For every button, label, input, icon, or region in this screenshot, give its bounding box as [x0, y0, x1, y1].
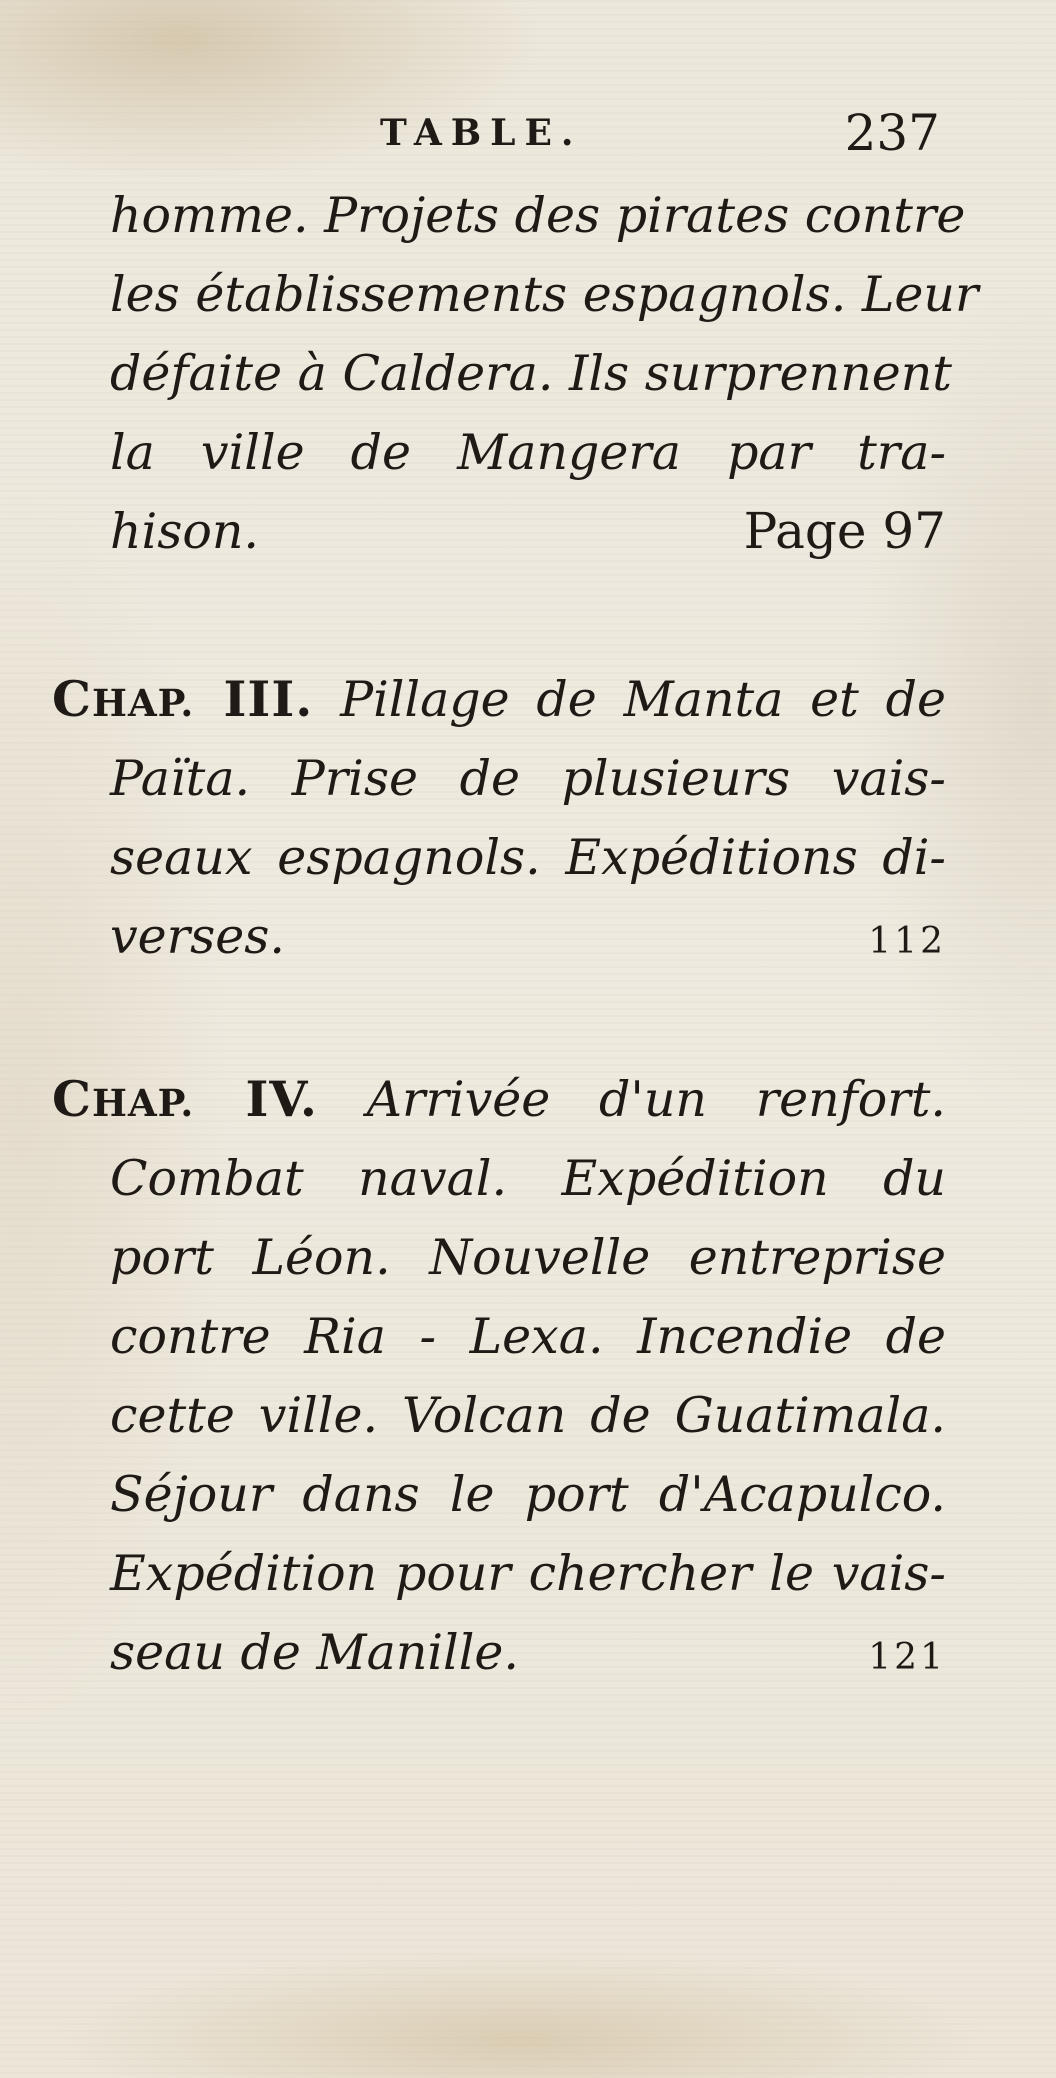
- entry-line: seaux espagnols. Expéditions di-: [110, 829, 946, 886]
- entry-line: port Léon. Nouvelle entreprise: [110, 1229, 946, 1286]
- entry-line: défaite à Caldera. Ils surprennent: [110, 345, 952, 402]
- entry-line: homme. Projets des pirates contre: [110, 187, 966, 244]
- chapter-label: [52, 1070, 318, 1128]
- page-number: 237: [844, 104, 940, 162]
- running-head: [0, 104, 1056, 174]
- entry-line: seau de Manille.: [110, 1624, 519, 1681]
- entry-first-line: [52, 1060, 946, 1139]
- chapter-label-cap: C: [52, 1070, 92, 1128]
- entry-line: Arrivée d'un renfort.: [366, 1071, 947, 1128]
- entry-line: contre Ria - Lexa. Incendie de: [110, 1308, 946, 1365]
- page-reference: 112: [868, 921, 946, 962]
- entry-line: la ville de Mangera par tra-: [110, 424, 946, 481]
- chapter-label-smallcaps: HAP.: [92, 681, 195, 725]
- entry-last-line: [110, 1613, 946, 1692]
- entry-first-line: [52, 660, 946, 739]
- running-head-title: TABLE.: [380, 112, 583, 154]
- chapter-label-cap: C: [52, 670, 92, 728]
- entry-line: verses.: [110, 908, 285, 965]
- chapter-numeral: IV.: [245, 1070, 318, 1128]
- entry-line: Combat naval. Expédition du: [110, 1150, 946, 1207]
- entry-line: Séjour dans le port d'Acapulco.: [110, 1466, 946, 1523]
- entry-last-line: [110, 897, 946, 976]
- entry-line: Païta. Prise de plusieurs vais-: [110, 750, 946, 807]
- chapter-label-smallcaps: HAP.: [92, 1081, 195, 1125]
- entry-line: les établissements espagnols. Leur: [110, 266, 979, 323]
- entry-line: cette ville. Volcan de Guatimala.: [110, 1387, 946, 1444]
- entry-last-line: [110, 492, 946, 571]
- entry-line: Expédition pour chercher le vais-: [110, 1545, 946, 1602]
- page-reference: 121: [868, 1637, 946, 1678]
- entry-line: hison.: [110, 503, 260, 560]
- chapter-numeral: III.: [223, 670, 314, 728]
- chapter-label: [52, 670, 313, 728]
- entry-line: Pillage de Manta et de: [340, 671, 947, 728]
- page-reference: Page 97: [743, 502, 946, 560]
- toc-entry-chapter-4: [52, 1060, 946, 1692]
- toc-entry-continuation: [110, 176, 979, 571]
- toc-entry-chapter-3: [52, 660, 946, 976]
